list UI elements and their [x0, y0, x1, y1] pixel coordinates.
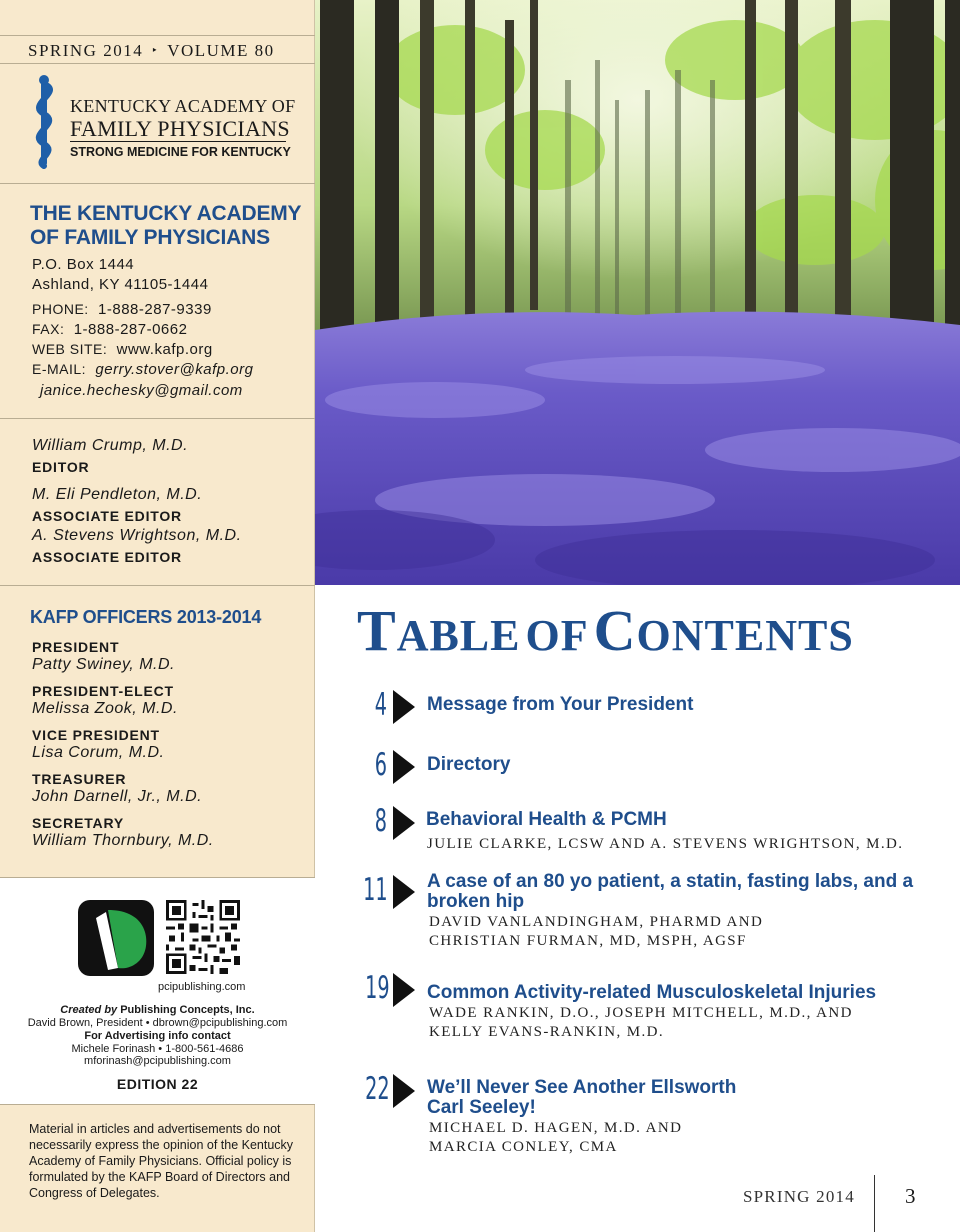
toc-article-authors: MARCIA CONLEY, CMA — [429, 1139, 618, 1155]
org-name-line-2: OF FAMILY PHYSICIANS — [30, 226, 270, 249]
email-label: E-MAIL: — [32, 361, 87, 377]
email-line — [32, 361, 253, 378]
org-name — [30, 202, 310, 250]
qr-code[interactable] — [166, 900, 240, 974]
divider — [0, 418, 315, 419]
website-label: WEB SITE: — [32, 341, 108, 357]
officers-heading: KAFP OFFICERS 2013-2014 — [30, 607, 262, 627]
toc-heading-initial: C — [593, 598, 637, 663]
advertising-label: For Advertising info contact — [84, 1030, 231, 1042]
edition-number: EDITION 22 — [116, 1076, 199, 1092]
arrow-right-icon — [393, 806, 415, 840]
org-name-line-1: THE KENTUCKY ACADEMY — [30, 202, 302, 225]
kafp-logo — [24, 74, 299, 174]
email-link-1[interactable]: gerry.stover@kafp.org — [95, 361, 254, 378]
officer-role: VICE PRESIDENT — [32, 727, 160, 743]
forest-illustration — [315, 0, 960, 585]
toc-heading-initial: T — [357, 598, 397, 663]
toc-article-title[interactable]: A case of an 80 yo patient, a statin, fasting labs, and a broken hip — [427, 871, 914, 912]
publisher-president: David Brown, President • dbrown@pcipublishing.com — [27, 1017, 288, 1029]
fax-label: FAX: — [32, 321, 65, 337]
toc-heading-word: ABLE — [396, 611, 521, 660]
website-line — [32, 341, 213, 358]
logo-tagline: STRONG MEDICINE FOR KENTUCKY — [70, 145, 291, 159]
toc-article-authors: DAVID VANLANDINGHAM, PHARMD AND — [429, 914, 764, 930]
officer-name: Patty Swiney, M.D. — [32, 656, 175, 673]
fax-number: 1-888-287-0662 — [73, 321, 188, 338]
divider — [0, 183, 315, 184]
toc-article-title[interactable]: Behavioral Health & PCMH — [426, 809, 667, 830]
created-by-label: Created by — [60, 1004, 118, 1016]
arrow-right-icon — [393, 1074, 415, 1108]
phone-line — [32, 301, 212, 318]
advertising-contact: Michele Forinash • 1-800-561-4686 — [71, 1043, 244, 1055]
officer-name: John Darnell, Jr., M.D. — [32, 788, 203, 805]
logo-line-1: KENTUCKY ACADEMY OF — [70, 96, 296, 116]
fax-line — [32, 321, 187, 338]
toc-article-title[interactable]: Common Activity-related Musculoskeletal Injuries — [427, 982, 877, 1003]
toc-article-title[interactable]: We’ll Never See Another Ellsworth Carl Seeley! — [427, 1077, 737, 1118]
issue-volume: VOLUME 80 — [167, 41, 275, 60]
phone-label: PHONE: — [32, 301, 89, 317]
caduceus-icon — [24, 74, 66, 170]
officer-role: PRESIDENT-ELECT — [32, 683, 174, 699]
po-box: P.O. Box 1444 — [32, 256, 135, 273]
created-by-line — [0, 1004, 315, 1017]
toc-article-authors: KELLY EVANS-RANKIN, M.D. — [429, 1024, 665, 1040]
officer-name: Lisa Corum, M.D. — [32, 744, 165, 761]
toc-article-authors: CHRISTIAN FURMAN, MD, MSPH, AGSF — [429, 933, 747, 949]
toc-heading-word: F — [560, 611, 589, 660]
pci-logo — [78, 900, 154, 976]
toc-heading-word: ONTENTS — [636, 611, 854, 660]
toc-page-number: 22 — [365, 1071, 390, 1107]
disclaimer-text: Material in articles and advertisements do not necessarily express the opinion of the Kentucky Academy of Family Physicians. Official policy is formulated by the KAFP Board of Directors and Congress of Delegates. — [29, 1122, 294, 1200]
toc-heading-initial: O — [525, 611, 561, 660]
toc-article-title[interactable]: Message from Your President — [427, 694, 694, 715]
phone-number: 1-888-287-9339 — [98, 301, 212, 318]
advertising-email[interactable]: mforinash@pcipublishing.com — [84, 1055, 231, 1067]
issue-separator: ‣ — [151, 45, 160, 57]
editor-name: William Crump, M.D. — [32, 437, 189, 454]
toc-page-number: 8 — [374, 803, 387, 839]
page-number: 3 — [905, 1184, 916, 1208]
website-link[interactable]: www.kafp.org — [116, 341, 213, 358]
editor-role: EDITOR — [32, 459, 90, 475]
arrow-right-icon — [393, 875, 415, 909]
masthead-sidebar — [0, 0, 315, 1232]
associate-editor-name: M. Eli Pendleton, M.D. — [32, 486, 203, 503]
logo-rule — [70, 141, 286, 142]
city-state-zip: Ashland, KY 41105-1444 — [32, 276, 209, 293]
associate-editor-name: A. Stevens Wrightson, M.D. — [32, 527, 242, 544]
toc-page-number: 4 — [374, 687, 387, 723]
issue-line — [28, 41, 275, 61]
email-line-2 — [40, 382, 243, 399]
toc-article-authors: JULIE CLARKE, LCSW AND A. STEVENS WRIGHTSON, M.D. — [427, 836, 904, 852]
officer-role: SECRETARY — [32, 815, 124, 831]
issue-season: SPRING 2014 — [28, 41, 144, 60]
toc-page-number: 6 — [374, 747, 387, 783]
arrow-right-icon — [393, 690, 415, 724]
officer-name: Melissa Zook, M.D. — [32, 700, 178, 717]
officer-role: TREASURER — [32, 771, 127, 787]
publisher-box — [0, 877, 315, 1105]
toc-article-authors: WADE RANKIN, D.O., JOSEPH MITCHELL, M.D., AND — [429, 1005, 853, 1021]
publisher-name: Publishing Concepts, Inc. — [120, 1004, 255, 1016]
associate-editor-role: ASSOCIATE EDITOR — [32, 508, 182, 524]
officer-role: PRESIDENT — [32, 639, 120, 655]
divider — [0, 35, 315, 36]
toc-heading — [357, 597, 854, 664]
arrow-right-icon — [393, 973, 415, 1007]
arrow-right-icon — [393, 750, 415, 784]
associate-editor-role: ASSOCIATE EDITOR — [32, 549, 182, 565]
email-link-2[interactable]: janice.hechesky@gmail.com — [40, 382, 243, 399]
officer-name: William Thornbury, M.D. — [32, 832, 214, 849]
divider — [0, 63, 315, 64]
toc-page-number: 19 — [365, 970, 390, 1006]
toc-article-authors: MICHAEL D. HAGEN, M.D. AND — [429, 1120, 683, 1136]
footer-divider — [874, 1175, 875, 1232]
publisher-url[interactable]: pcipublishing.com — [158, 981, 246, 993]
toc-article-title[interactable]: Directory — [427, 754, 511, 775]
logo-line-2: FAMILY PHYSICIANS — [70, 116, 290, 141]
toc-page-number: 11 — [363, 872, 388, 908]
bluebell-forest-photo — [315, 0, 960, 585]
divider — [0, 585, 315, 586]
footer-issue: SPRING 2014 — [743, 1187, 855, 1206]
